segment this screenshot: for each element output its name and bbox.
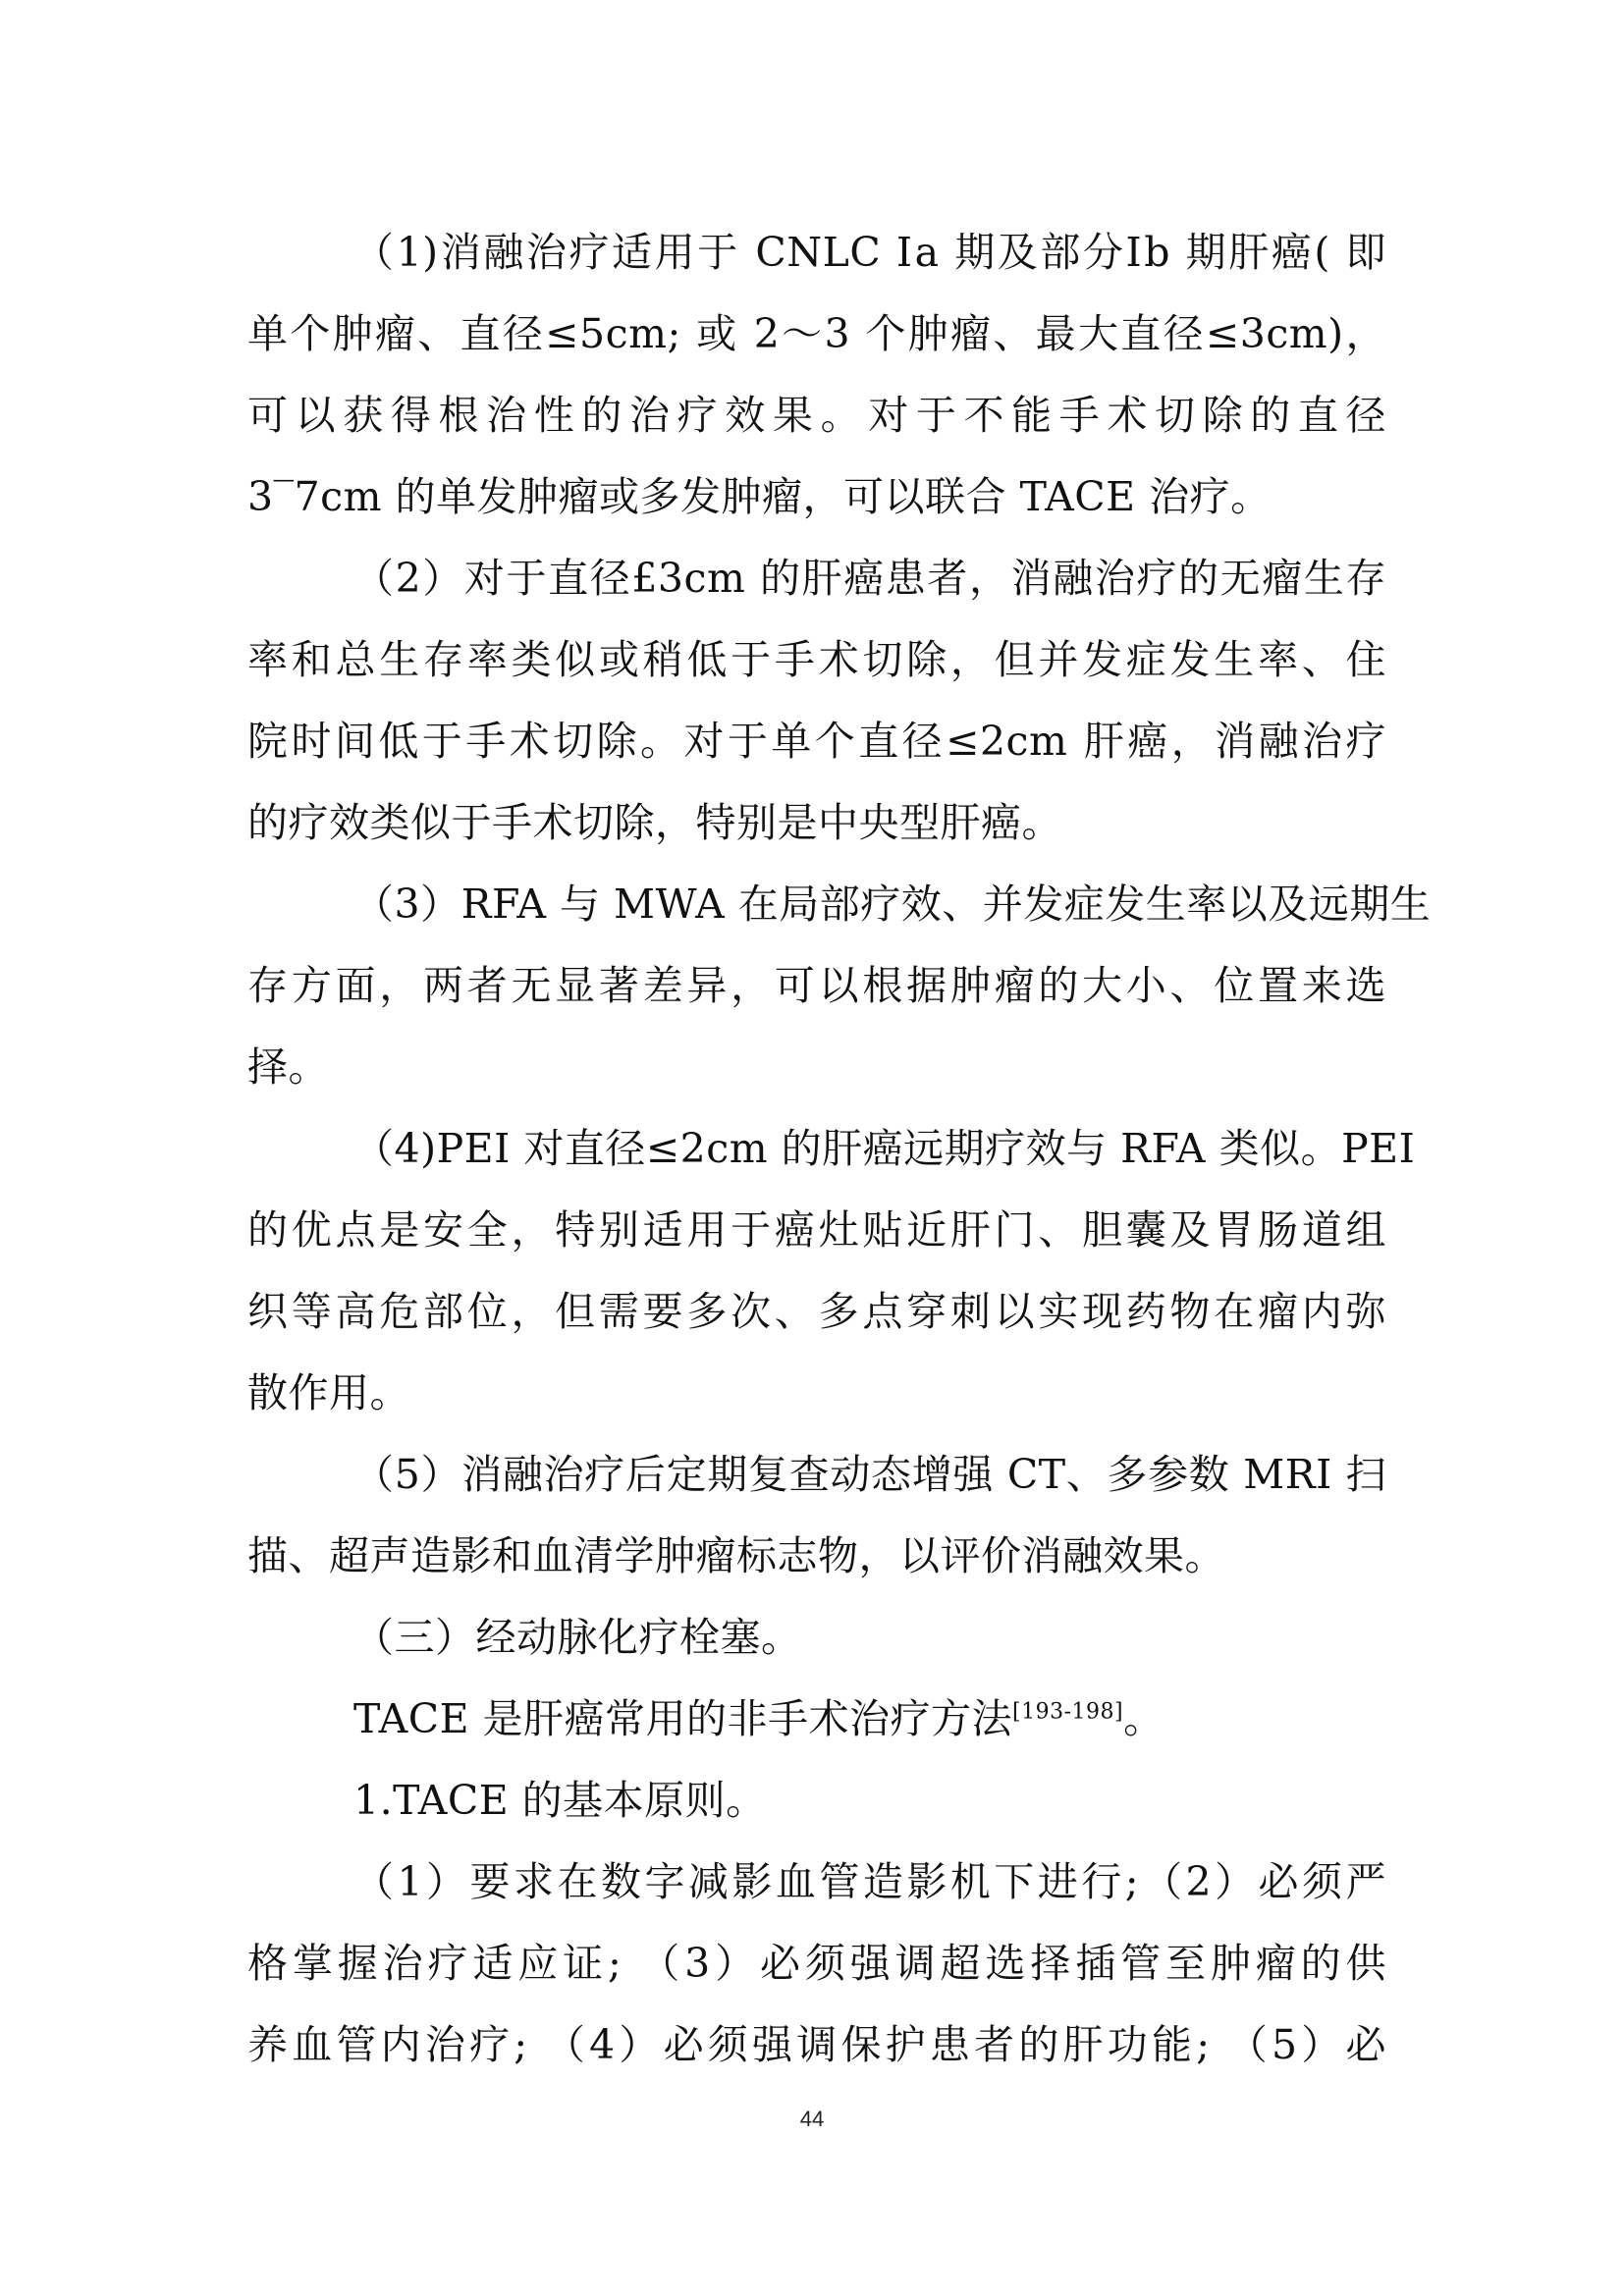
- text-line: （1）要求在数字减影血管造影机下进行;（2）必须严: [353, 1858, 1386, 1905]
- text-line: （5）消融治疗后定期复查动态增强 CT、多参数 MRI 扫: [353, 1451, 1386, 1498]
- text-line: 率和总生存率类似或稍低于手术切除，但并发症发生率、住: [247, 636, 1386, 683]
- page-number: 44: [799, 2107, 825, 2131]
- section-heading: （三）经动脉化疗栓塞。: [353, 1614, 802, 1661]
- text-line: 单个肿瘤、直径≤5cm; 或 2～3 个肿瘤、最大直径≤3cm)，: [247, 310, 1386, 357]
- text-fragment: TACE 是肝癌常用的非手术治疗方法: [353, 1695, 1013, 1742]
- body-text: [247, 212, 1432, 2086]
- text-line: 院时间低于手术切除。对于单个直径≤2cm 肝癌，消融治疗: [247, 718, 1386, 765]
- text-line: （2）对于直径£3cm 的肝癌患者，消融治疗的无瘤生存: [353, 555, 1386, 602]
- citation-ref: [193-198]: [1012, 1699, 1124, 1725]
- text-line: 的疗效类似于手术切除，特别是中央型肝癌。: [247, 799, 1062, 846]
- text-line: 3‾7cm 的单发肿瘤或多发肿瘤，可以联合 TACE 治疗。: [247, 473, 1272, 520]
- text-line: 的优点是安全，特别适用于癌灶贴近肝门、胆囊及胃肠道组: [247, 1206, 1386, 1254]
- subsection-heading: 1.TACE 的基本原则。: [353, 1777, 767, 1824]
- text-line: 择。: [247, 1043, 329, 1091]
- text-line: 格掌握治疗适应证; （3）必须强调超选择插管至肿瘤的供: [247, 1940, 1386, 1987]
- text-line: （1)消融治疗适用于 CNLC Ⅰa 期及部分Ⅰb 期肝癌( 即: [353, 229, 1386, 276]
- text-line: （4)PEI 对直径≤2cm 的肝癌远期疗效与 RFA 类似。PEI: [353, 1125, 1416, 1172]
- text-line: 可以获得根治性的治疗效果。对于不能手术切除的直径: [247, 392, 1386, 439]
- text-line: 养血管内治疗; （4）必须强调保护患者的肝功能; （5）必: [247, 2021, 1386, 2068]
- text-line: 织等高危部位，但需要多次、多点穿刺以实现药物在瘤内弥: [247, 1288, 1386, 1335]
- text-line: （3）RFA 与 MWA 在局部疗效、并发症发生率以及远期生: [353, 881, 1432, 928]
- text-line: 散作用。: [247, 1369, 410, 1416]
- text-line-with-citation: [247, 1679, 1386, 1760]
- text-line: 描、超声造影和血清学肿瘤标志物，以评价消融效果。: [247, 1532, 1225, 1579]
- text-fragment: 。: [1123, 1695, 1164, 1742]
- text-line: 存方面，两者无显著差异，可以根据肿瘤的大小、位置来选: [247, 962, 1386, 1009]
